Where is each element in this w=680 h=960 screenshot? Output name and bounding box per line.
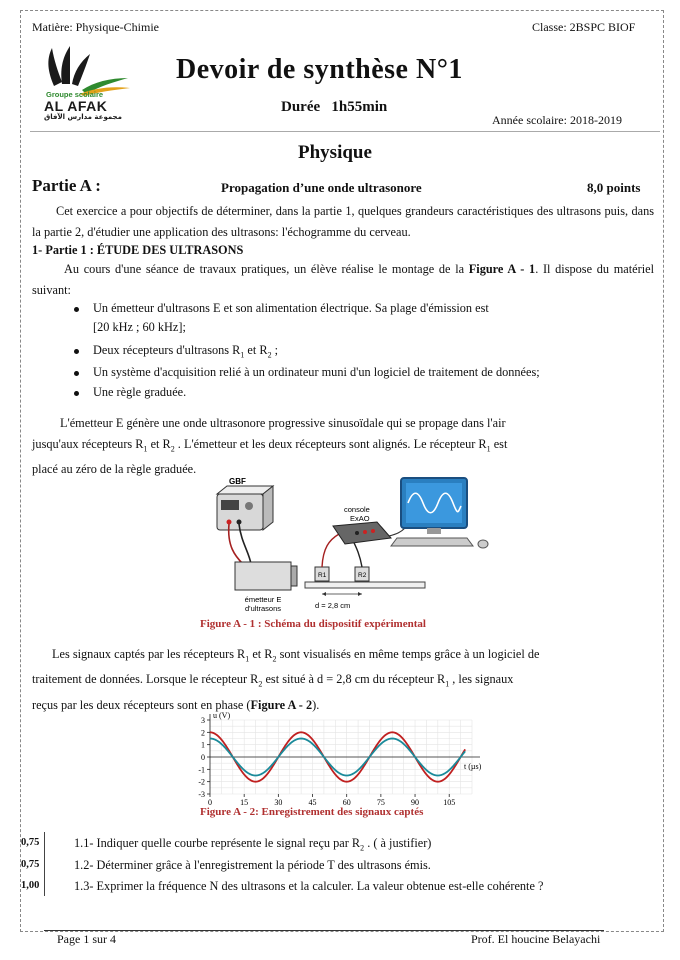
page-title: Devoir de synthèse N°1: [176, 54, 463, 85]
x-tick-label: 90: [411, 798, 420, 807]
school-logo: [34, 38, 134, 126]
bullet-item-1: Un émetteur d'ultrasons E et son alimentation électrique. Sa plage d'émission est: [74, 298, 489, 319]
y-tick-label: 0: [201, 753, 205, 762]
figure-a1-diagram: [205, 476, 495, 616]
signals-paragraph: Les signaux captés par les récepteurs $R_1$ et $R_2$ sont visualisés en même temps grâce à un logiciel de traitement de données. Lorsque le récepteur $R_2$ est situé à d = 2,8 cm du récepteur $R_1$ , les signaux reçus par les deux récepteurs sont en phase (Figure A - 2).: [32, 647, 540, 712]
console-label-2: ExAO: [350, 514, 370, 523]
section-title: Physique: [298, 142, 372, 163]
y-axis-label: u (V): [213, 711, 231, 720]
part-label: Partie A :: [32, 176, 101, 195]
part1-title: 1- Partie 1 : ÉTUDE DES ULTRASONS: [32, 243, 244, 257]
logo-line3: مجموعة مدارس الآفاق: [44, 113, 122, 121]
page-number: Page 1 sur 4: [57, 932, 116, 946]
author: Prof. El houcine Belayachi: [471, 932, 601, 946]
bullet-item-2: Deux récepteurs d'ultrasons $R_1$ et $R_2$ ;: [74, 340, 278, 365]
question-1-points: 0,75: [21, 837, 40, 848]
ruler: [305, 582, 425, 588]
emitter-paragraph: L'émetteur E génère une onde ultrasonore progressive sinusoïdale qui se propage dans l'air jusqu'aux récepteurs $R_1$ et $R_2$ . L'émetteur et les deux récepteurs sont alignés. Le récepteur $R_1$ est placé au zéro de la règle graduée.: [32, 416, 508, 477]
gbf-device: [217, 486, 273, 530]
x-tick-label: 30: [274, 798, 283, 807]
x-tick-label: 60: [342, 798, 351, 807]
figure-a2-chart: [192, 708, 502, 808]
subject-label: Matière: Physique-Chimie: [32, 20, 159, 34]
figure-a2-caption: Figure A - 2: Enregistrement des signaux captés: [200, 806, 424, 818]
question-2: 1.2- Déterminer grâce à l'enregistrement la période T des ultrasons émis.: [74, 858, 431, 872]
footer-divider: [44, 930, 604, 931]
x-tick-label: 45: [308, 798, 317, 807]
exao-console: [333, 522, 391, 544]
x-tick-label: 15: [240, 798, 249, 807]
duration: Durée 1h55min: [281, 99, 388, 115]
gbf-label: GBF: [229, 477, 246, 486]
class-label: Classe: 2BSPC BIOF: [532, 20, 636, 34]
r2-label: R2: [358, 572, 367, 579]
x-tick-label: 0: [208, 798, 212, 807]
question-2-points: 0,75: [21, 859, 40, 870]
x-axis-label: t (µs): [464, 762, 482, 771]
emitter-device: [235, 562, 297, 590]
distance-label: d = 2,8 cm: [315, 601, 351, 610]
part-points: 8,0 points: [587, 180, 641, 195]
bullet-item-1-range: [20 kHz ; 60 kHz];: [93, 320, 186, 334]
figure-a1-caption: Figure A - 1 : Schéma du dispositif expérimental: [200, 618, 426, 630]
y-tick-label: -3: [198, 790, 205, 799]
emitter-label-1: émetteur E: [244, 595, 282, 604]
x-tick-label: 105: [443, 798, 456, 807]
bullet-item-4: Une règle graduée.: [74, 382, 186, 403]
part-topic: Propagation d’une onde ultrasonore: [221, 180, 422, 195]
y-tick-label: 3: [201, 716, 205, 725]
y-tick-label: 2: [201, 728, 205, 738]
r1-label: R1: [318, 572, 327, 579]
header-divider: [30, 131, 660, 132]
school-year: Année scolaire: 2018-2019: [492, 113, 622, 127]
y-tick-label: -1: [198, 765, 205, 775]
emitter-label-2: d'ultrasons: [244, 604, 282, 613]
logo-line1: Groupe scolaire: [46, 90, 104, 99]
console-label-1: console: [344, 505, 370, 514]
intro-paragraph: Cet exercice a pour objectifs de déterminer, dans la partie 1, quelques grandeurs caractéristiques des ultrasons puis, dans la partie 2, d'étudier une application des ultrasons: l'échogramme du cerveau.: [32, 204, 654, 239]
points-column-divider: [44, 832, 45, 896]
x-tick-label: 75: [376, 798, 385, 807]
question-3-points: 1,00: [21, 880, 40, 891]
question-1: 1.1- Indiquer quelle courbe représente le signal reçu par $R_2$ . ( à justifier): [74, 836, 432, 853]
setup-paragraph: Au cours d'une séance de travaux pratiques, un élève réalise le montage de la Figure A - 1. Il dispose du matériel suivant:: [32, 262, 654, 297]
y-tick-label: -2: [198, 777, 205, 787]
y-tick-label: 1: [201, 740, 205, 750]
bullet-item-3: Un système d'acquisition relié à un ordinateur muni d'un logiciel de traitement de données;: [74, 362, 540, 383]
question-3: 1.3- Exprimer la fréquence N des ultrasons et la calculer. La valeur obtenue est-elle cohérente ?: [74, 879, 544, 893]
computer: [391, 478, 488, 548]
logo-line2: AL AFAK: [44, 98, 108, 114]
